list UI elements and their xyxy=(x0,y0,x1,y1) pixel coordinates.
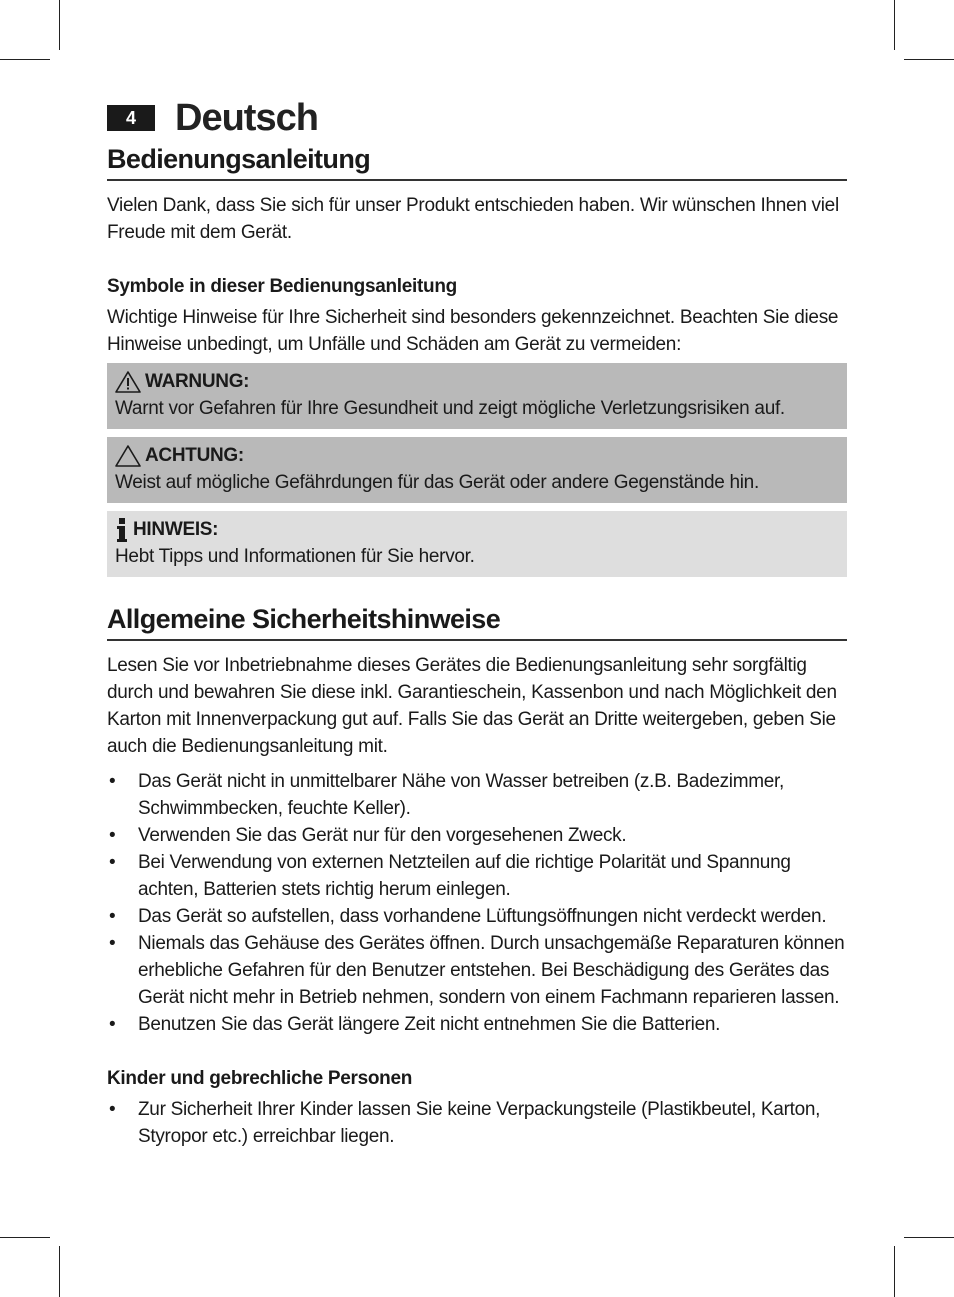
warning-text: Warnt vor Gefahren für Ihre Gesundheit und zeigt mögliche Verletzungsrisiken auf. xyxy=(115,398,785,419)
kids-bullet-list xyxy=(107,1096,847,1150)
list-item: • Verwenden Sie das Gerät nur für den vorgesehenen Zweck. xyxy=(107,822,847,849)
info-icon xyxy=(115,518,129,542)
list-item: • Zur Sicherheit Ihrer Kinder lassen Sie keine Verpackungsteile (Plastikbeutel, Karton, Styropor etc.) erreichbar liegen. xyxy=(107,1096,847,1150)
bullet-icon: • xyxy=(109,825,116,846)
crop-mark xyxy=(904,1237,954,1238)
crop-mark xyxy=(59,1246,60,1297)
section-title-safety: Allgemeine Sicherheitshinweise xyxy=(107,604,847,641)
hint-text: Hebt Tipps und Informationen für Sie hervor. xyxy=(115,546,475,567)
warning-label: WARNUNG: xyxy=(145,371,250,392)
crop-mark xyxy=(0,1237,50,1238)
page-header xyxy=(107,96,318,140)
crop-mark xyxy=(894,1246,895,1297)
crop-mark xyxy=(0,59,50,60)
caution-label: ACHTUNG: xyxy=(145,445,244,466)
kids-heading: Kinder und gebrechliche Personen xyxy=(107,1068,413,1089)
language-title: Deutsch xyxy=(175,96,318,139)
list-item: • Benutzen Sie das Gerät längere Zeit nicht entnehmen Sie die Batterien. xyxy=(107,1011,847,1038)
hint-note xyxy=(107,511,847,577)
bullet-icon: • xyxy=(109,1014,116,1035)
symbols-text: Wichtige Hinweise für Ihre Sicherheit sind besonders gekennzeichnet. Beachten Sie diese Hinweise unbedingt, um Unfälle und Schäden am Gerät zu vermeiden: xyxy=(107,307,839,355)
bullet-icon: • xyxy=(109,1099,116,1120)
crop-mark xyxy=(894,0,895,50)
list-item: • Das Gerät nicht in unmittelbarer Nähe von Wasser betreiben (z.B. Badezimmer, Schwimmbecken, feuchte Keller). xyxy=(107,768,847,822)
warning-triangle-icon xyxy=(115,371,141,393)
bullet-icon: • xyxy=(109,933,116,954)
caution-note xyxy=(107,437,847,503)
bullet-icon: • xyxy=(109,771,116,792)
hint-label: HINWEIS: xyxy=(133,519,219,540)
crop-mark xyxy=(59,0,60,50)
bullet-icon: • xyxy=(109,852,116,873)
section-title-manual: Bedienungsanleitung xyxy=(107,144,847,181)
page-content xyxy=(107,144,847,1150)
symbols-heading: Symbole in dieser Bedienungsanleitung xyxy=(107,276,457,297)
list-item: • Niemals das Gehäuse des Gerätes öffnen. Durch unsachgemäße Reparaturen können erhebliche Gefahren für den Benutzer entstehen. Bei Beschädigung des Gerätes das Gerät nicht mehr in Betrieb nehmen, sondern von einem Fachmann reparieren lassen. xyxy=(107,930,847,1011)
list-item: • Bei Verwendung von externen Netzteilen auf die richtige Polarität und Spannung achten, Batterien stets richtig herum einlegen. xyxy=(107,849,847,903)
warning-note xyxy=(107,363,847,429)
caution-text: Weist auf mögliche Gefährdungen für das Gerät oder andere Gegenstände hin. xyxy=(115,472,759,493)
intro-text: Vielen Dank, dass Sie sich für unser Produkt entschieden haben. Wir wünschen Ihnen viel Freude mit dem Gerät. xyxy=(107,195,839,243)
safety-bullet-list xyxy=(107,768,847,1038)
safety-intro-text: Lesen Sie vor Inbetriebnahme dieses Gerätes die Bedienungsanleitung sehr sorgfältig durch und bewahren Sie diese inkl. Garantieschein, Kassenbon und nach Möglichkeit den Karton mit Innenverpackung gut auf. Falls Sie das Gerät an Dritte weitergeben, geben Sie auch die Bedienungsanleitung mit. xyxy=(107,655,837,757)
crop-mark xyxy=(904,59,954,60)
bullet-icon: • xyxy=(109,906,116,927)
caution-triangle-icon xyxy=(115,445,141,467)
notes-list xyxy=(107,363,847,577)
page-number: 4 xyxy=(107,105,155,131)
list-item: • Das Gerät so aufstellen, dass vorhandene Lüftungsöffnungen nicht verdeckt werden. xyxy=(107,903,847,930)
